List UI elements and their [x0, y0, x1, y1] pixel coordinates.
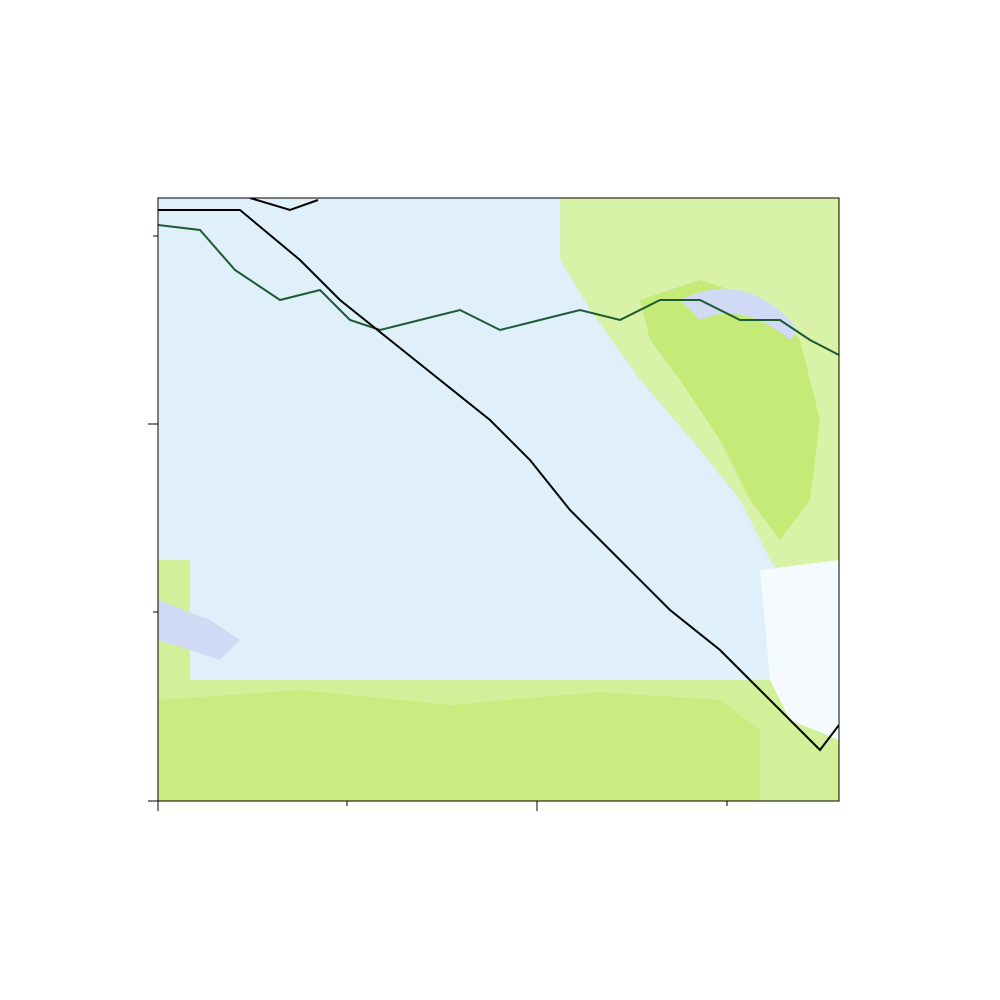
map-layers: [158, 198, 839, 801]
vorticity-band-south-inner: [158, 690, 760, 801]
